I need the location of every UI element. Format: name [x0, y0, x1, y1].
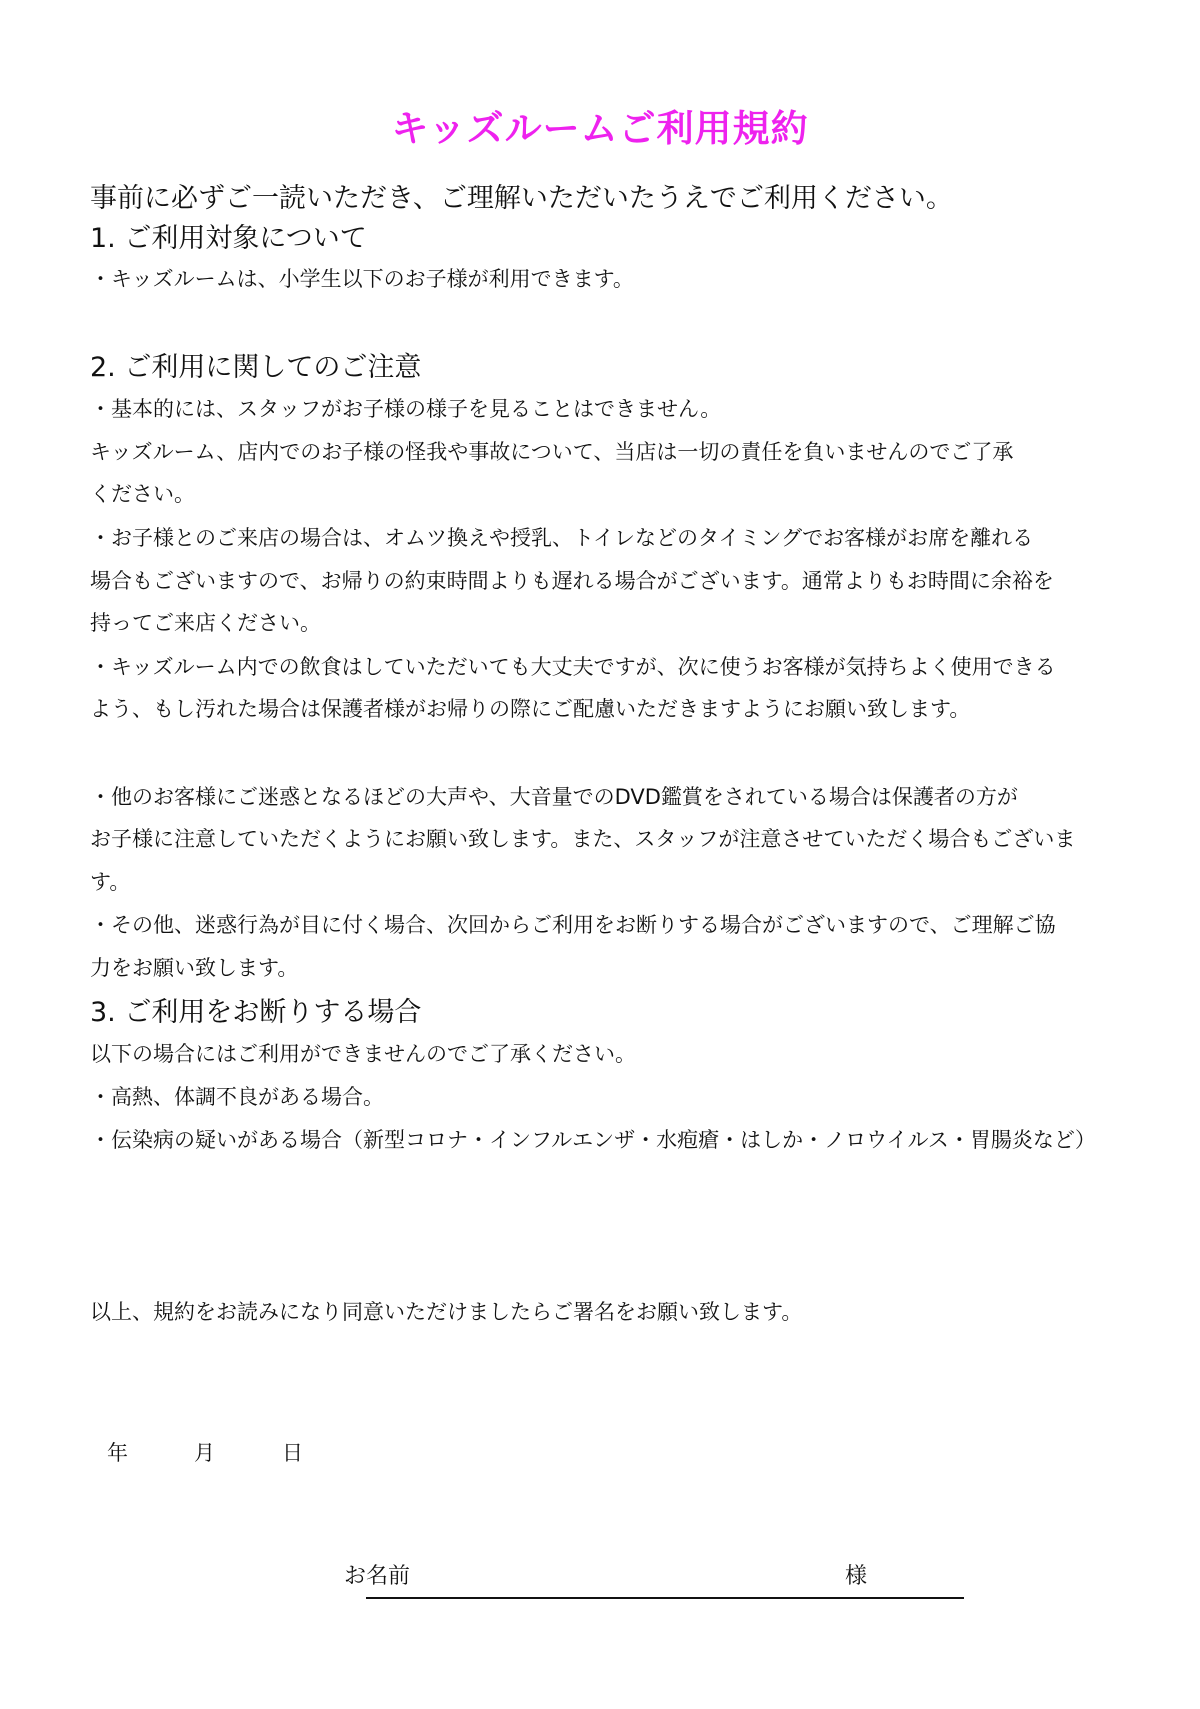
section2-line: キッズルーム、店内でのお子様の怪我や事故について、当店は一切の責任を負いませんのでご了承: [90, 440, 1014, 464]
section3-line: ・伝染病の疑いがある場合（新型コロナ・インフルエンザ・水疱瘡・はしか・ノロウイルス・胃腸炎など）: [90, 1128, 1096, 1152]
section2-heading: 2. ご利用に関してのご注意: [90, 352, 422, 383]
section2-line: ・基本的には、スタッフがお子様の様子を見ることはできません。: [90, 397, 722, 421]
section2-line: 場合もございますので、お帰りの約束時間よりも遅れる場合がございます。通常よりもお時間に余裕を: [90, 569, 1054, 593]
document-title: キッズルームご利用規約: [391, 107, 809, 150]
section3-line: 以下の場合にはご利用ができませんのでご了承ください。: [90, 1042, 636, 1066]
section2-line: 持ってご来店ください。: [90, 611, 321, 635]
section3-heading: 3. ご利用をお断りする場合: [90, 997, 422, 1028]
section2-line: ・お子様とのご来店の場合は、オムツ換えや授乳、トイレなどのタイミングでお客様がお席を離れる: [90, 526, 1034, 550]
section2-line: ください。: [90, 482, 195, 506]
intro-text: 事前に必ずご一読いただき、ご理解いただいたうえでご利用ください。: [90, 183, 953, 214]
section1-heading: 1. ご利用対象について: [90, 223, 367, 254]
section2-line: よう、もし汚れた場合は保護者様がお帰りの際にご配慮いただきますようにお願い致します。: [90, 697, 971, 721]
signature-honorific: 様: [845, 1564, 868, 1589]
date-day-label: 日: [282, 1441, 303, 1465]
signature-name-label: お名前: [344, 1564, 411, 1589]
date-year-label: 年: [107, 1441, 128, 1465]
section2-line: お子様に注意していただくようにお願い致します。また、スタッフが注意させていただく場合もございま: [90, 827, 1076, 851]
section1-line: ・キッズルームは、小学生以下のお子様が利用できます。: [90, 267, 634, 291]
closing-text: 以上、規約をお読みになり同意いただけましたらご署名をお願い致します。: [90, 1300, 803, 1324]
section3-line: ・高熱、体調不良がある場合。: [90, 1085, 384, 1109]
section2-line: ・他のお客様にご迷惑となるほどの大声や、大音量でのDVD鑑賞をされている場合は保護者の方が: [90, 785, 1018, 809]
section2-line: ・その他、迷惑行為が目に付く場合、次回からご利用をお断りする場合がございますので、ご理解ご協: [90, 913, 1056, 937]
section2-line: ・キッズルーム内での飲食はしていただいても大丈夫ですが、次に使うお客様が気持ちよく使用できる: [90, 655, 1056, 679]
section2-line: 力をお願い致します。: [90, 956, 299, 980]
section2-line: す。: [90, 870, 131, 894]
signature-line[interactable]: [366, 1597, 964, 1599]
date-month-label: 月: [194, 1441, 215, 1465]
